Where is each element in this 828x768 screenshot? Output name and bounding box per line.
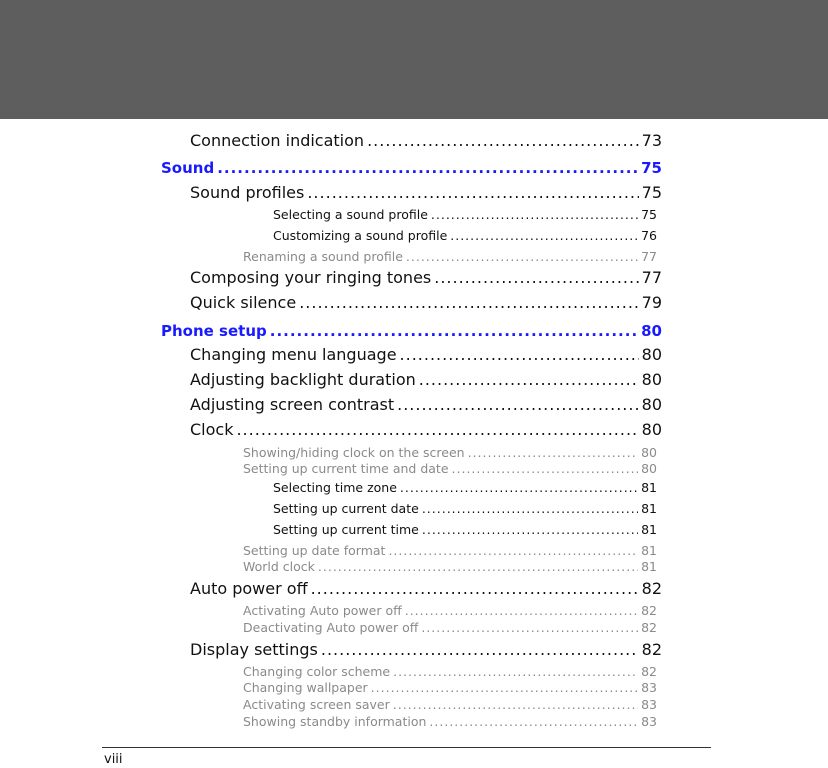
toc-entry-page: 83: [641, 697, 657, 712]
toc-entry-page: 80: [641, 420, 662, 439]
leader-dots: [217, 159, 638, 177]
toc-entry-page: 81: [641, 501, 657, 516]
toc-entry-title: Renaming a sound profile: [243, 249, 403, 264]
toc-entry-page: 83: [641, 680, 657, 695]
toc-entry-title: Setting up current date: [273, 501, 419, 516]
toc-entry-page: 81: [641, 480, 657, 495]
toc-entry-title: Customizing a sound profile: [273, 228, 448, 243]
toc-entry-title: Changing wallpaper: [243, 680, 368, 695]
toc-entry[interactable]: [190, 370, 662, 389]
toc-entry[interactable]: [190, 395, 662, 414]
toc-entry-title: Clock: [190, 420, 234, 439]
toc-entry[interactable]: [243, 249, 657, 264]
leader-dots: [307, 183, 638, 202]
toc-entry[interactable]: [243, 603, 657, 618]
toc-entry[interactable]: [273, 207, 657, 222]
toc-entry-title: Phone setup: [161, 322, 267, 340]
leader-dots: [367, 131, 639, 150]
toc-entry[interactable]: [243, 461, 657, 476]
leader-dots: [393, 664, 638, 679]
toc-entry-page: 80: [641, 345, 662, 364]
toc-entry-page: 82: [641, 620, 657, 635]
leader-dots: [419, 370, 639, 389]
leader-dots: [450, 228, 638, 243]
toc-entry-title: Showing/hiding clock on the screen: [243, 445, 465, 460]
toc-entry-page: 81: [641, 559, 657, 574]
toc-entry-title: Adjusting screen contrast: [190, 395, 395, 414]
toc-entry[interactable]: [243, 664, 657, 679]
leader-dots: [318, 559, 638, 574]
toc-entry[interactable]: [243, 714, 657, 729]
toc-entry[interactable]: [243, 559, 657, 574]
toc-entry-title: Composing your ringing tones: [190, 268, 432, 287]
toc-entry[interactable]: [190, 293, 662, 312]
toc-entry-page: 75: [641, 183, 662, 202]
toc-entry-page: 75: [641, 159, 662, 177]
toc-entry-title: Setting up current time: [273, 522, 419, 537]
leader-dots: [321, 640, 639, 659]
toc-entry-title: Quick silence: [190, 293, 297, 312]
toc-entry-page: 82: [641, 603, 657, 618]
toc-entry-title: Sound: [161, 159, 215, 177]
toc-entry[interactable]: [243, 680, 657, 695]
toc-entry[interactable]: [190, 579, 662, 598]
toc-entry[interactable]: [190, 345, 662, 364]
toc-entry-title: Display settings: [190, 640, 318, 659]
toc-entry-page: 73: [641, 131, 662, 150]
toc-entry[interactable]: [243, 620, 657, 635]
toc-entry[interactable]: [243, 697, 657, 712]
toc-entry-page: 82: [641, 640, 662, 659]
leader-dots: [422, 522, 638, 537]
toc-entry[interactable]: [273, 228, 657, 243]
toc-entry-title: Changing menu language: [190, 345, 397, 364]
leader-dots: [388, 543, 638, 558]
toc-entry[interactable]: [273, 480, 657, 495]
toc-entry[interactable]: [190, 640, 662, 659]
leader-dots: [431, 207, 638, 222]
leader-dots: [311, 579, 639, 598]
toc-entry-title: Changing color scheme: [243, 664, 391, 679]
header-band: [0, 0, 828, 119]
leader-dots: [270, 322, 638, 340]
toc-entry-page: 75: [641, 207, 657, 222]
leader-dots: [400, 345, 639, 364]
toc-entry-title: Auto power off: [190, 579, 308, 598]
toc-entry[interactable]: [190, 420, 662, 439]
toc-entry-title: Selecting time zone: [273, 480, 397, 495]
page-number: viii: [104, 752, 123, 767]
toc-entry-page: 83: [641, 714, 657, 729]
leader-dots: [429, 714, 638, 729]
toc-entry[interactable]: [273, 522, 657, 537]
toc-entry-title: World clock: [243, 559, 315, 574]
toc-entry-page: 80: [641, 322, 662, 340]
leader-dots: [236, 420, 638, 439]
toc-entry-title: Activating Auto power off: [243, 603, 402, 618]
toc-entry-page: 77: [641, 268, 662, 287]
toc-entry-page: 80: [641, 445, 657, 460]
leader-dots: [452, 461, 639, 476]
leader-dots: [299, 293, 638, 312]
leader-dots: [405, 603, 638, 618]
toc-entry[interactable]: [190, 268, 662, 287]
toc-entry-title: Setting up current time and date: [243, 461, 449, 476]
toc-entry-page: 77: [641, 249, 657, 264]
leader-dots: [406, 249, 638, 264]
toc-entry[interactable]: [273, 501, 657, 516]
leader-dots: [400, 480, 638, 495]
toc-section[interactable]: [161, 159, 662, 177]
toc-entry-page: 80: [641, 370, 662, 389]
leader-dots: [434, 268, 638, 287]
toc-section[interactable]: [161, 322, 662, 340]
toc-entry-page: 82: [641, 664, 657, 679]
toc-entry-page: 81: [641, 522, 657, 537]
leader-dots: [371, 680, 638, 695]
toc-entry-title: Activating screen saver: [243, 697, 390, 712]
toc-entry-title: Adjusting backlight duration: [190, 370, 416, 389]
toc-entry[interactable]: [243, 445, 657, 460]
toc-entry[interactable]: [190, 183, 662, 202]
leader-dots: [421, 620, 638, 635]
toc-entry[interactable]: [190, 131, 662, 150]
toc-entry-page: 80: [641, 395, 662, 414]
toc-entry-title: Showing standby information: [243, 714, 427, 729]
leader-dots: [468, 445, 639, 460]
toc-entry-page: 79: [641, 293, 662, 312]
toc-entry-page: 80: [641, 461, 657, 476]
toc-entry-page: 76: [641, 228, 657, 243]
leader-dots: [397, 395, 639, 414]
toc-entry-title: Deactivating Auto power off: [243, 620, 419, 635]
toc-entry-page: 82: [641, 579, 662, 598]
toc-entry-title: Connection indication: [190, 131, 365, 150]
toc-entry-title: Selecting a sound profile: [273, 207, 428, 222]
toc-entry[interactable]: [243, 543, 657, 558]
leader-dots: [393, 697, 638, 712]
toc-entry-page: 81: [641, 543, 657, 558]
leader-dots: [422, 501, 638, 516]
footer-rule: [102, 747, 711, 748]
toc-entry-title: Sound profiles: [190, 183, 305, 202]
toc-entry-title: Setting up date format: [243, 543, 386, 558]
